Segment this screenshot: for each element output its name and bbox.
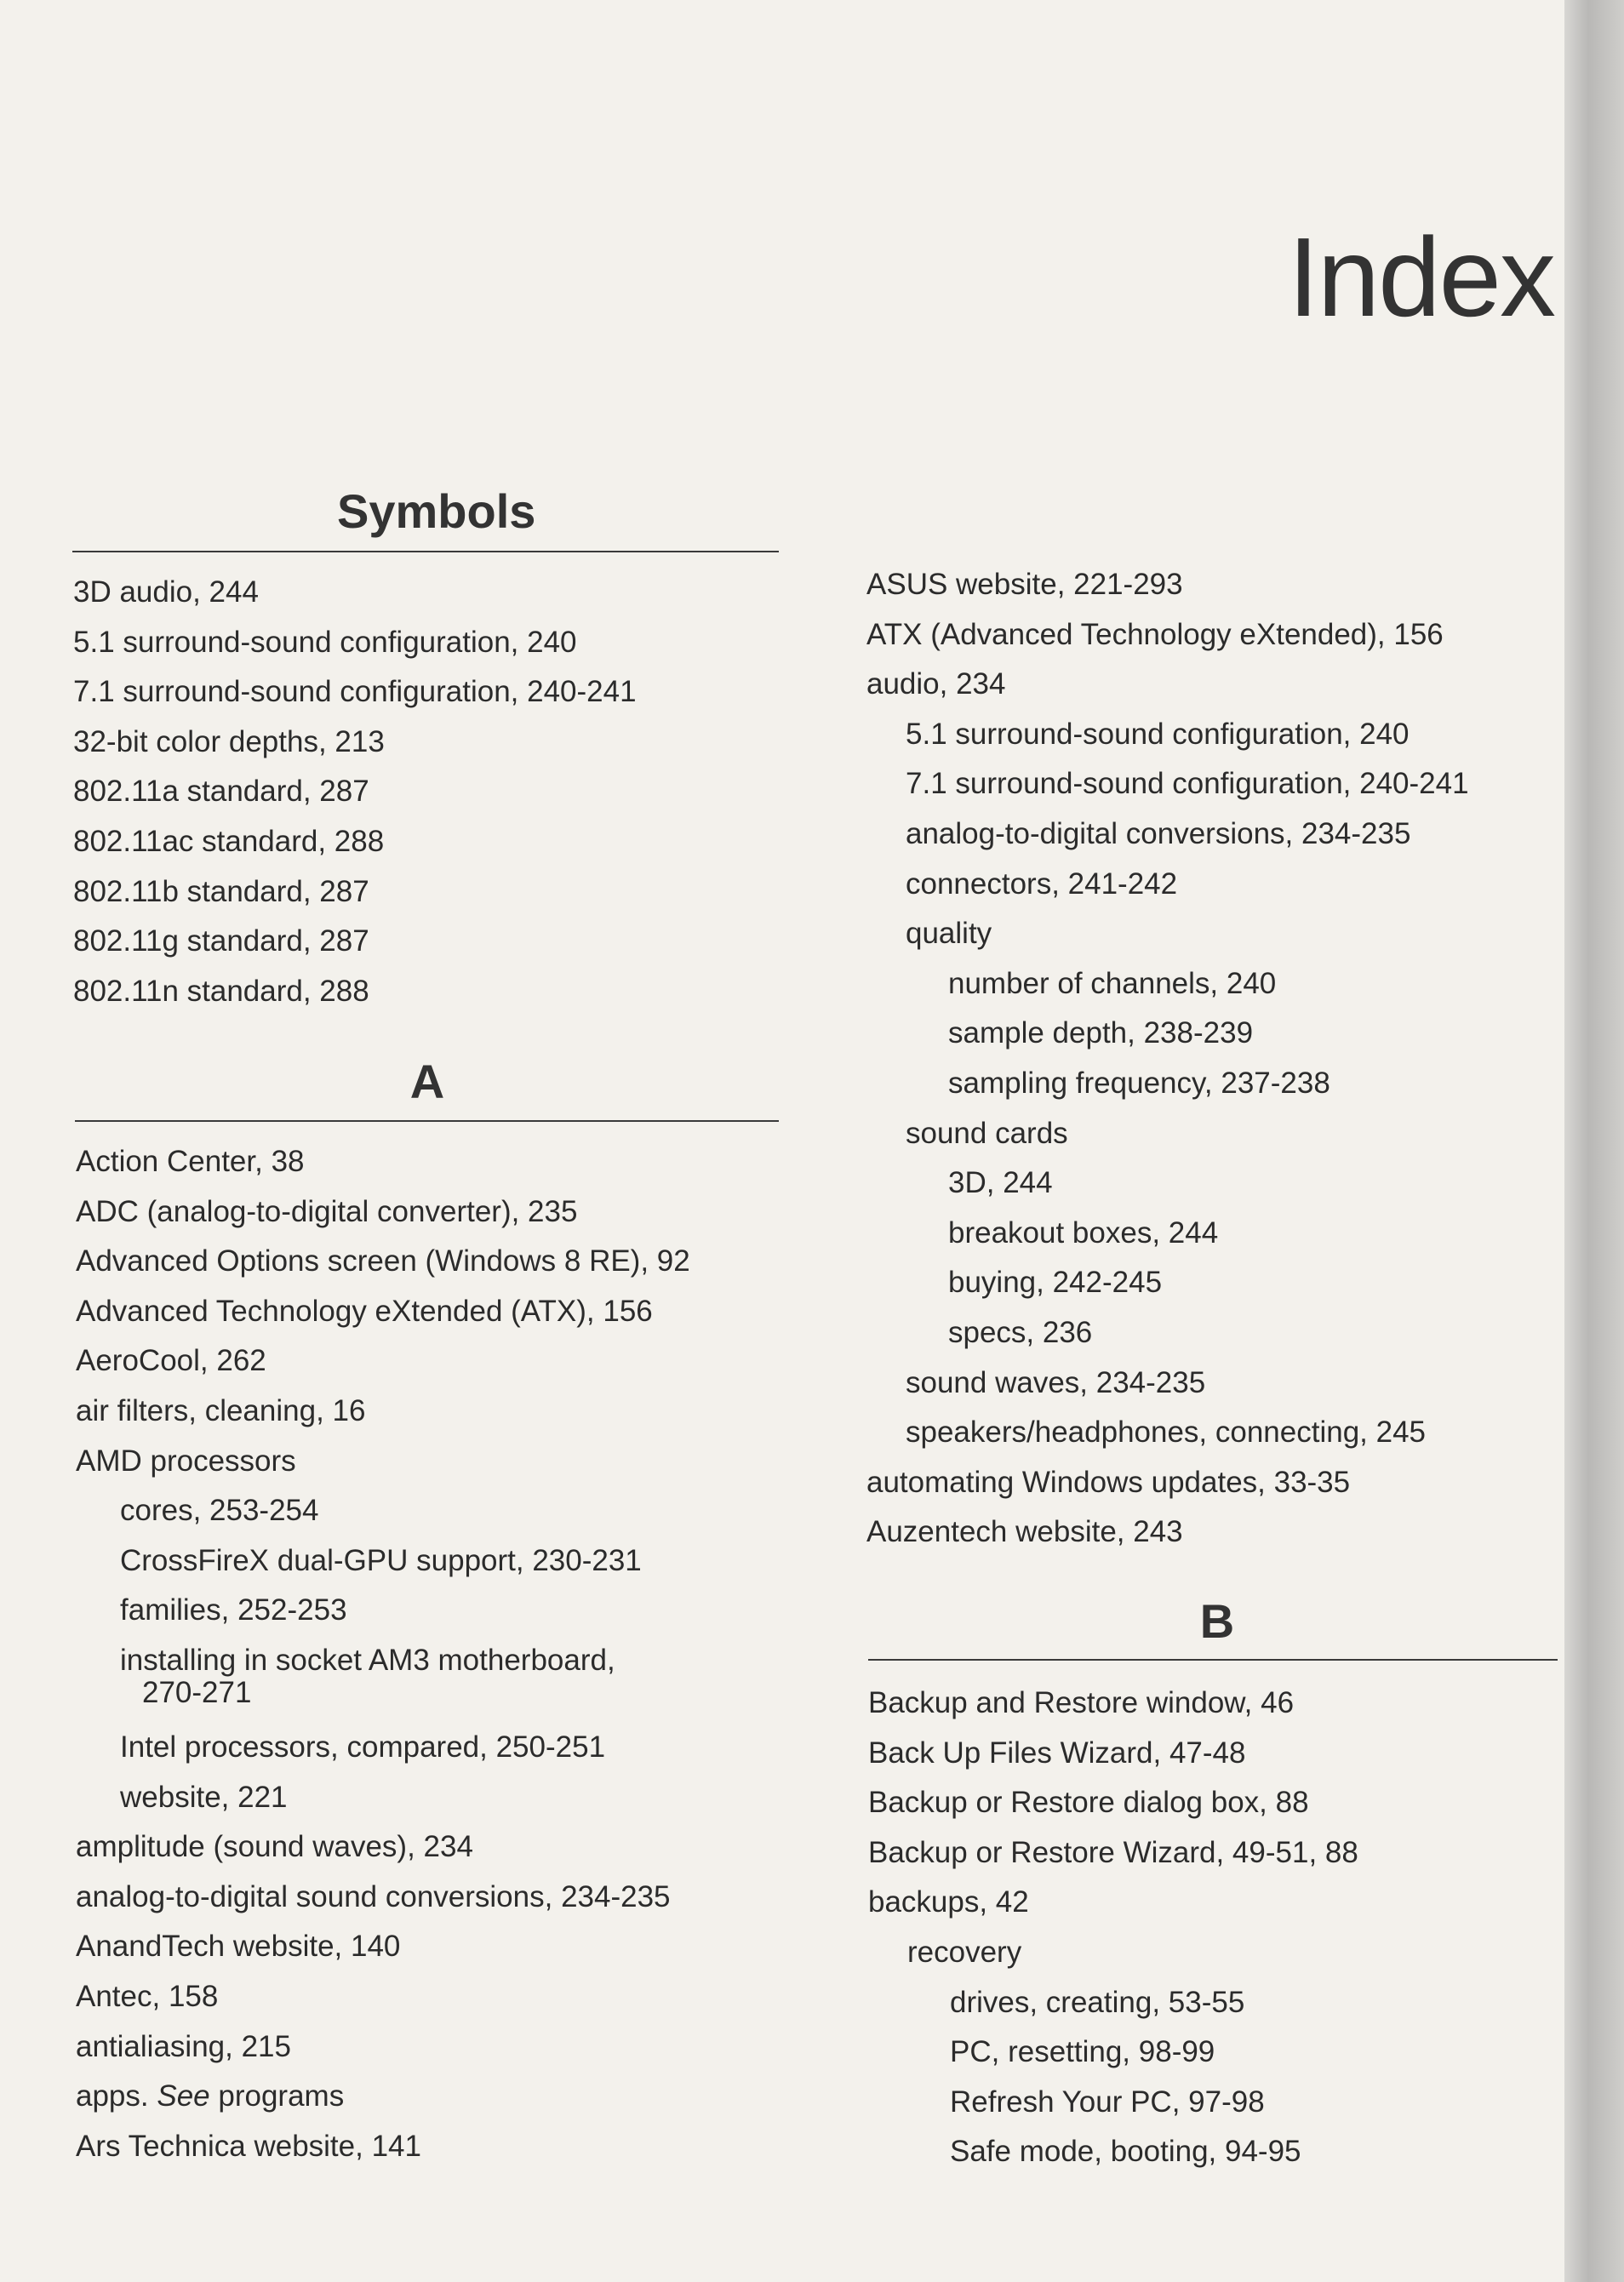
- section-divider: [868, 1659, 1558, 1661]
- index-entry: [866, 860, 1469, 910]
- index-entry: [73, 967, 637, 1017]
- index-entry-text: Backup and Restore window, 46: [868, 1686, 1295, 1719]
- index-entry-text: Ars Technica website, 141: [76, 2129, 421, 2163]
- index-entry-text: PC, resetting, 98-99: [950, 2035, 1215, 2069]
- index-entry: [868, 1928, 1358, 1978]
- index-entry: [868, 1978, 1358, 2028]
- index-entry: [73, 568, 637, 618]
- index-entry: [73, 767, 637, 817]
- index-entry: [866, 560, 1469, 610]
- index-list-a: [76, 1137, 690, 2171]
- index-entry: [76, 2022, 690, 2073]
- index-entry-text: 802.11ac standard, 288: [73, 824, 385, 858]
- index-entry: [76, 1387, 690, 1437]
- index-entry-text: installing in socket AM3 motherboard,: [120, 1643, 615, 1677]
- index-entry: [866, 1059, 1469, 1109]
- index-entry: [866, 959, 1469, 1009]
- index-entry: [866, 1109, 1469, 1159]
- section-heading-b: B: [1199, 1594, 1235, 1648]
- index-entry-text: Action Center, 38: [76, 1145, 305, 1178]
- index-entry-text: drives, creating, 53-55: [950, 1985, 1245, 2019]
- index-entry-text: audio, 234: [866, 667, 1006, 701]
- index-entry-text: ASUS website, 221-293: [866, 568, 1183, 601]
- index-entry: [76, 1972, 690, 2022]
- index-list-b: [868, 1679, 1358, 2177]
- index-entry: [866, 660, 1469, 710]
- index-entry-text: sampling frequency, 237-238: [948, 1066, 1330, 1100]
- index-entry-text: Auzentech website, 243: [866, 1515, 1183, 1549]
- index-entry: [76, 1922, 690, 1972]
- index-entry-text: sound waves, 234-235: [906, 1365, 1206, 1399]
- index-entry-text: 3D, 244: [948, 1166, 1053, 1200]
- index-entry-text: CrossFireX dual-GPU support, 230-231: [120, 1543, 642, 1577]
- index-entry-text: website, 221: [120, 1780, 288, 1814]
- index-entry: [868, 1828, 1358, 1879]
- index-entry-text: Antec, 158: [76, 1979, 219, 2013]
- index-entry: [866, 809, 1469, 860]
- index-entry-text: breakout boxes, 244: [948, 1215, 1219, 1250]
- index-entry: [866, 1507, 1469, 1558]
- index-entry-text: buying, 242-245: [948, 1266, 1163, 1300]
- index-entry: [76, 1636, 690, 1723]
- index-entry: [868, 1679, 1358, 1729]
- index-entry-text: Refresh Your PC, 97-98: [950, 2085, 1265, 2119]
- index-entry: [868, 1729, 1358, 1779]
- index-entry-text: analog-to-digital sound conversions, 234-235: [76, 1879, 671, 1913]
- index-entry: [76, 1773, 690, 1823]
- index-entry: [868, 2078, 1358, 2128]
- index-entry: [866, 1358, 1469, 1409]
- index-entry-text: AnandTech website, 140: [76, 1930, 401, 1964]
- index-entry: [866, 710, 1469, 760]
- index-entry-text: quality: [906, 917, 992, 951]
- index-entry-text: analog-to-digital conversions, 234-235: [906, 816, 1411, 850]
- index-entry-text: 3D audio, 244: [73, 575, 259, 609]
- index-list-a-continued: [866, 560, 1469, 1558]
- index-entry-text: 7.1 surround-sound configuration, 240-241: [906, 767, 1469, 801]
- index-entry-text: apps.: [76, 2079, 157, 2113]
- index-entry-text: 802.11n standard, 288: [73, 974, 369, 1008]
- index-entry: [76, 1723, 690, 1773]
- index-entry: [76, 1437, 690, 1487]
- index-entry-text: sound cards: [906, 1116, 1068, 1150]
- index-entry: [76, 2122, 690, 2172]
- index-entry-text: families, 252-253: [120, 1593, 347, 1627]
- index-entry-text: Intel processors, compared, 250-251: [120, 1730, 606, 1764]
- index-entry-text: connectors, 241-242: [906, 866, 1178, 901]
- index-entry-text: Safe mode, booting, 94-95: [950, 2135, 1301, 2169]
- section-heading-symbols: Symbols: [337, 484, 536, 538]
- index-entry: [76, 1586, 690, 1636]
- page-edge-shadow: [1564, 0, 1624, 2282]
- index-entry: [76, 1287, 690, 1337]
- index-entry-text: AeroCool, 262: [76, 1344, 266, 1378]
- index-entry: [866, 1158, 1469, 1209]
- index-entry: [73, 867, 637, 918]
- index-entry: [866, 909, 1469, 959]
- index-entry-text: Backup or Restore dialog box, 88: [868, 1786, 1309, 1820]
- see-reference: See: [157, 2079, 210, 2113]
- index-entry: [76, 1137, 690, 1187]
- index-entry-text: cores, 253-254: [120, 1494, 319, 1528]
- index-entry-text: ATX (Advanced Technology eXtended), 156: [866, 617, 1444, 651]
- index-entry-text: sample depth, 238-239: [948, 1016, 1254, 1050]
- page-title: Index: [1288, 214, 1554, 340]
- index-entry-text: number of channels, 240: [948, 966, 1277, 1000]
- index-entry: [73, 618, 637, 668]
- index-entry-text: 5.1 surround-sound configuration, 240: [906, 717, 1410, 751]
- index-entry-text: AMD processors: [76, 1444, 296, 1478]
- index-entry: [866, 759, 1469, 809]
- index-list-symbols: [73, 568, 637, 1016]
- section-divider: [72, 551, 779, 552]
- index-entry-text: ADC (analog-to-digital converter), 235: [76, 1194, 578, 1228]
- index-entry: [866, 1009, 1469, 1059]
- index-entry-text: 7.1 surround-sound configuration, 240-241: [73, 675, 637, 709]
- index-entry-text: Back Up Files Wizard, 47-48: [868, 1736, 1246, 1770]
- section-divider: [75, 1120, 779, 1122]
- index-entry-text: 32-bit color depths, 213: [73, 724, 385, 758]
- index-entry-continuation: 270-271: [142, 1675, 252, 1709]
- see-target: programs: [209, 2079, 345, 2113]
- index-entry: [868, 2127, 1358, 2177]
- index-entry: [76, 1336, 690, 1387]
- section-heading-a: A: [409, 1055, 445, 1108]
- index-entry: [866, 1458, 1469, 1508]
- index-entry: [73, 917, 637, 967]
- index-entry: [76, 1873, 690, 1923]
- index-entry: [76, 1536, 690, 1587]
- index-entry: [868, 1878, 1358, 1928]
- index-entry: [866, 1209, 1469, 1259]
- index-entry-text: 802.11g standard, 287: [73, 924, 369, 958]
- index-entry-text: air filters, cleaning, 16: [76, 1393, 366, 1427]
- index-entry-text: specs, 236: [948, 1315, 1093, 1349]
- index-entry-text: Advanced Options screen (Windows 8 RE), 92: [76, 1244, 690, 1278]
- index-entry: [76, 1822, 690, 1873]
- index-entry-text: Advanced Technology eXtended (ATX), 156: [76, 1294, 653, 1328]
- index-entry: [868, 2027, 1358, 2078]
- index-entry: [76, 1237, 690, 1287]
- index-entry-text: 802.11a standard, 287: [73, 775, 369, 809]
- index-entry-text: speakers/headphones, connecting, 245: [906, 1416, 1427, 1450]
- index-entry-text: 5.1 surround-sound configuration, 240: [73, 625, 577, 659]
- index-entry: [76, 1486, 690, 1536]
- index-entry: [73, 817, 637, 867]
- index-entry: [76, 2072, 690, 2122]
- index-entry-text: Backup or Restore Wizard, 49-51, 88: [868, 1835, 1358, 1869]
- index-entry: [866, 1408, 1469, 1458]
- index-entry: [866, 1258, 1469, 1308]
- index-entry: [73, 667, 637, 718]
- index-entry: [866, 1308, 1469, 1358]
- index-entry-text: backups, 42: [868, 1885, 1029, 1919]
- index-entry: [868, 1778, 1358, 1828]
- index-entry: [866, 610, 1469, 661]
- index-entry-text: recovery: [907, 1935, 1022, 1969]
- index-entry-text: automating Windows updates, 33-35: [866, 1465, 1351, 1499]
- index-entry: [76, 1187, 690, 1238]
- index-entry-text: antialiasing, 215: [76, 2029, 291, 2063]
- index-entry-text: 802.11b standard, 287: [73, 874, 369, 908]
- index-entry: [73, 718, 637, 768]
- index-entry-text: amplitude (sound waves), 234: [76, 1830, 473, 1864]
